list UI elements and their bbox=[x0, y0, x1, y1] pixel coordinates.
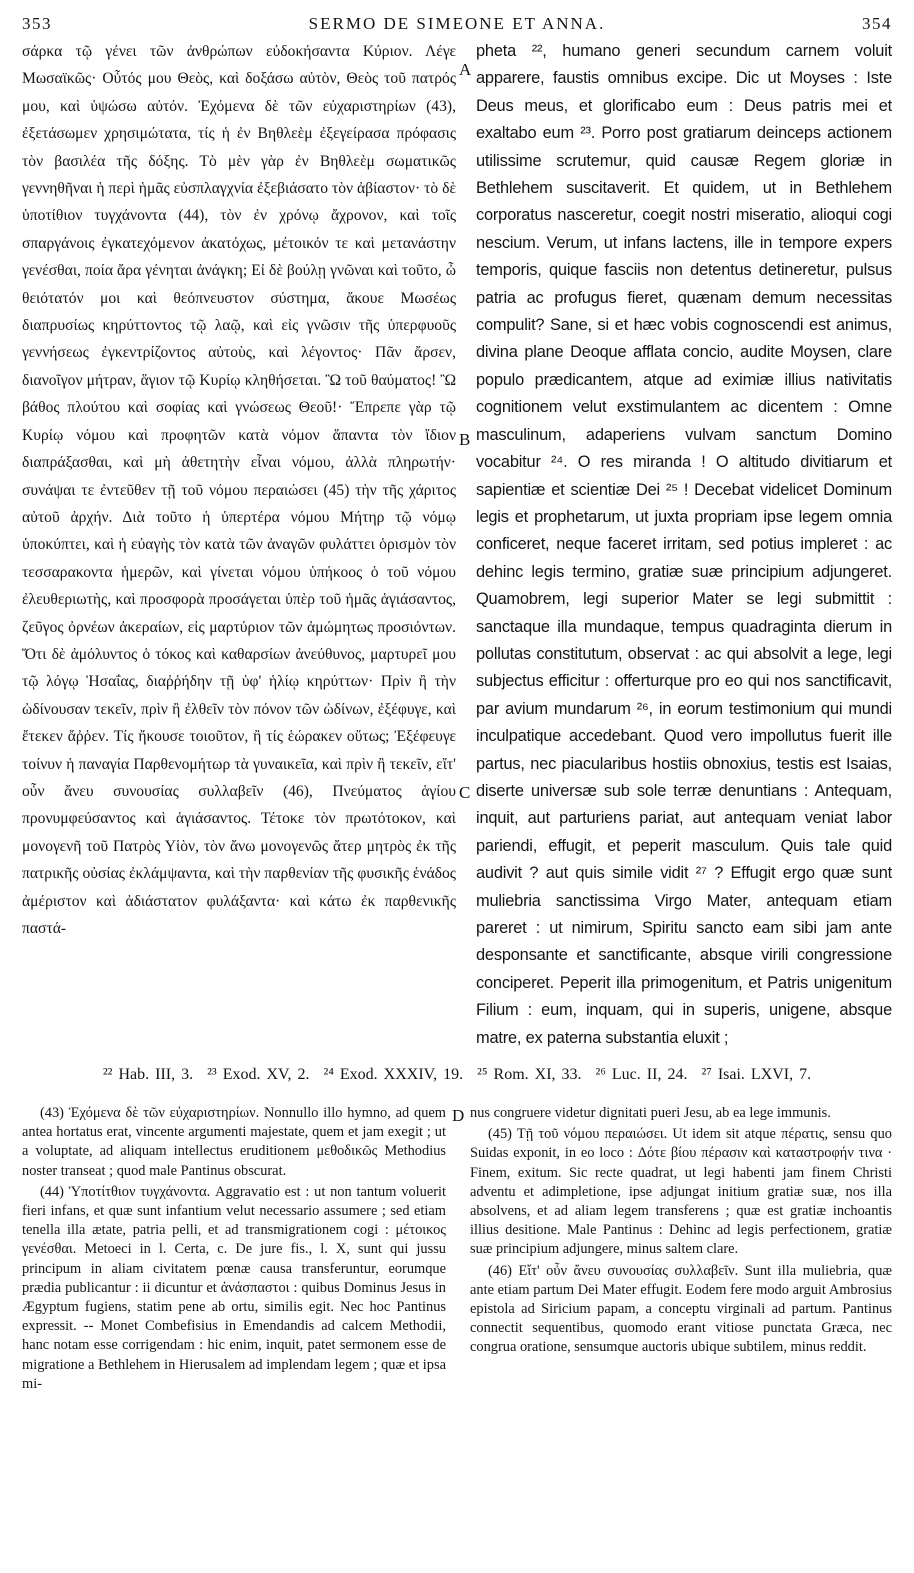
greek-paragraph: σάρκα τῷ γένει τῶν ἀνθρώπων εὐδοκήσαντα Κύριον. Λέγε Μωσαϊκῶς· Οὗτός μου Θεὸς, καὶ δοξάσω αὐτὸν, Θεὸς τοῦ πατρός μου, καὶ ὑψώσω αὐτόν. Ἐχόμενα δὲ τῶν εὐχαριστηρίων (43), ἐξετάσωμεν χρησιμώτατα, τίς ἡ ἐν Βηθλεὲμ ἐξεγείρασα πρόφασις τὸν βασιλέα τῆς δόξης. Τὸ μὲν γὰρ ἐν Βηθλεὲμ σωματικῶς γεννηθῆναι ἡ περὶ ἡμᾶς εὐσπλαγχνία ἐξεβιάσατο τὸν ἀβίαστον· τὸ δὲ ὑποτίθιον τυγχάνοντα (44), τὸν ἐν χρόνῳ ἄχρονον, καὶ τοῖς σπαργάνοις ἐγκατεχόμενον ἀκατόχως, μέτοικόν τε καὶ μετανάστην γενέσθαι, ποία ἄρα γένηται ἀνάγκη; Εἰ δὲ βούλῃ γνῶναι καὶ τοῦτο, ὦ θειότατόν μοι καὶ θεόπνευστον σύστημα, ἄκουε Μωσέως διαπρυσίως κηρύττοντος τῷ λαῷ, καὶ εἰς γνῶσιν τῆς ὑπερφυοῦς γεννήσεως ἐγκεντρίζοντος αὐτοὺς, καὶ λέγοντος· Πᾶν ἄρσεν, διανοῖγον μήτραν, ἅγιον τῷ Κυρίῳ κληθήσεται. Ὢ τοῦ θαύματος! Ὢ βάθος πλούτου καὶ σοφίας καὶ γνώσεως Θεοῦ!· Ἔπρεπε γὰρ τῷ Κυρίῳ νόμου καὶ προφητῶν κατὰ νόμον ἅπαντα τὸν ἴδιον διαπράξασθαι, καὶ μὴ ἀθετητὴν εἶναι νόμου, ἀλλὰ πληρωτήν· συνάψαι τε ἐντεῦθεν τῇ τοῦ νόμου περαιώσει (45) τὴν τῆς χάριτος αὐτοῦ ἀρχήν. Διὰ τοῦτο ἡ ὑπερτέρα νόμου Μήτηρ τῷ νόμῳ ὑποκύπτει, καὶ ἡ εὐαγὴς τὸν κατὰ τῶν ἀναγῶν φυλάττει ὁρισμὸν τὸν τεσσαρακοντα ἡμερῶν, καὶ γίνεται νόμου ὑπήκοος ὁ τοῦ νόμου ἐλευθεριωτὴς, καὶ προσφορὰ προσάγεται ὑπὲρ τοῦ ἡμᾶς ἁγιάσαντος, ζεῦγος ὀρνέων ἀκεραίων, εἰς μαρτύριον τῶν ἀμώμητως προσιόντων. Ὅτι δὲ ἀμόλυντος ὁ τόκος καὶ καθαρσίων ἀνεύθυνος, μαρτυρεῖ μου τῷ λόγῳ Ἡσαΐας, διαῤῥήδην τῇ ὑφ' ἡλίῳ κηρύττων· Πρὶν ἢ τὴν ὠδίνουσαν τεκεῖν, πρὶν ἢ ἐλθεῖν τὸν πόνον τῶν ὠδίνων, ἐξέφυγε, καὶ ἔτεκεν ἄῤῥεν. Τίς ἤκουσε τοιοῦτον, ἢ τίς ἑώρακεν οὕτως; Ἐξέφευγε τοίνυν ἡ παναγία Παρθενομήτωρ τὰ γυναικεῖα, καὶ πρὶν ἢ τεκεῖν, εἴτ' οὖν ἄνευ συνουσίας συλλαβεῖν (46), Πνεύματος ἁγίου προνυμφεύσαντος καὶ ἁγιάσαντος. Τέτοκε τὸν πρωτότοκον, καὶ μονογενῆ τοῦ Πατρὸς Υἱὸν, τὸν ἄνω μονογενῶς ἄτερ μητρὸς ἐκ τῆς πατρικῆς οὐσίας ἐκλάμψαντα, καὶ τὴν παρθενίαν τῆς φυσικῆς ἑνάδος ἀμέριστον καὶ ἀδιάστατον φυλάξαντα· καὶ κάτω ἐκ παρθενικῆς παστά- bbox=[22, 43, 456, 937]
margin-letter-b: B bbox=[459, 430, 471, 449]
footnotes-left-column bbox=[22, 1104, 446, 1396]
footnote-45: (45) Τῇ τοῦ νόμου περαιώσει. Ut idem sit atque πέρατις, sensu quo Suidas exponit, in eo loco : Δότε βίου πέρασιν καὶ καταστροφήν τινα · Finem, exitum. Sic recte quadrat, ut legi habenti jam finem Christi adventu et adimpletione, ipse adjungat initium gratiæ suæ, nos illa absolvens, et ad aliam legem transferens ; quæ est gratiæ inchoantis illius desitione. Male Pantinus : Dehinc ad legis perfectionem, gratiæ suæ principium adjungere, minus saltem clare. bbox=[470, 1126, 892, 1258]
scripture-ref: ²⁴ Exod. XXXIV, 19. bbox=[323, 1066, 464, 1084]
margin-letter-c: C bbox=[459, 783, 471, 802]
scripture-ref: ²³ Exod. XV, 2. bbox=[207, 1066, 310, 1084]
footnotes-right-column bbox=[470, 1104, 892, 1360]
scripture-ref: ²⁷ Isai. LXVI, 7. bbox=[701, 1066, 812, 1084]
margin-letter-a: A bbox=[459, 60, 472, 79]
scripture-ref: ²⁵ Rom. XI, 33. bbox=[477, 1066, 582, 1084]
margin-letters bbox=[456, 38, 476, 802]
footnote-44: (44) Ὑποτίτθιον τυγχάνοντα. Aggravatio est : ut non tantum voluerit fieri infans, et quæ sunt infantium velut necessario assumere ; sed etiam tenella illa ætate, patria pelli, et ad transmigrationem cogi : μέτοικος γενέσθαι. Metoeci in l. Certa, c. De jure fis., l. X, sunt qui jussu principum in aliam civitatem pœnæ causa transferuntur, eorumque prædia publicantur : ii dicuntur et ἀνάσπαστοι : quibus Dominus Jesus in Ægyptum fugiens, statim pene ab ortu, similis egit. Nec hoc Pantinus expressit. -- Monet Combefisius in Emendandis ad calcem Methodii, hanc notam esse corrigendam : hic enim, inquit, patet sermonem esse de migratione a Bethlehem in Hierusalem ad implendam legem ; quæ et ipsa mi- bbox=[22, 1183, 446, 1392]
scripture-ref: ²² Hab. III, 3. bbox=[102, 1066, 194, 1084]
main-columns bbox=[22, 38, 892, 1052]
footnote-43: (43) Ἐχόμενα δὲ τῶν εὐχαριστηρίων. Nonnullo illo hymno, ad quem antea hortatus erat, vincente argumenti majestate, quem et jam exegit ; ut a voluptate, ad aliquam intellectus eruditionem μεθοδικῶς Methodius noster transeat ; quod male Pantinus obscurat. bbox=[22, 1105, 446, 1179]
footnote-continuation: nus congruere videtur dignitati pueri Jesu, ab ea lege immunis. bbox=[470, 1105, 831, 1122]
latin-paragraph: pheta ²², humano generi secundum carnem voluit apparere, faustis omnibus excipe. Dic ut Moyses : Iste Deus meus, et glorificabo eum : Deus patris mei et exaltabo eum ²³. Porro post gratiarum deinceps actionem utilissime scrutemur, quid causæ Regem gloriæ in Bethlehem suscitaverit. Et quidem, ut in Bethlehem corporatus nasceretur, coegit nostri miseratio, alioqui cogi nescium. Verum, ut infans lactens, ille in tempore expers temporis, quique fasciis non detentus detineretur, pulsus patria ac profugus fieret, quænam demum necessitas compulit? Sane, si et hæc vobis cognoscendi est animus, divina plane Deoque afflata concio, audite Moysen, clare populo prædicantem, atque ad eximiæ illius nativitatis cognitionem velut exstimulantem ac dicentem : Omne masculinum, adaperiens vulvam sanctum Domino vocabitur ²⁴. O res miranda ! O altitudo divitiarum et sapientiæ et scientiæ Dei ²⁵ ! Decebat videlicet Dominum legis et prophetarum, ut juxta propriam ipse legem omnia conficeret, neque faceret irritam, sed potius impleret : ac dehinc legis termino, gratiæ suæ principium adjungeret. Quamobrem, legi superior Mater se legi submittit : sanctaque illa mundaque, tempus quadraginta dierum in pollutas constitutum, observat : ac qui absolvit a lege, legi subjectus efficitur : offerturque pro eo qui nos sanctificavit, par avium mundarum ²⁶, in eorum testimonium qui mundi inculpatique accedebant. Quod vero impollutus fuerit ille partus, nec piacularibus hostiis obnoxius, testis est Isaias, diserte universæ sub sole terræ denuntians : Antequam, inquit, aut parturiens pariat, aut antequam veniat labor pariendi, effugit, et peperit masculum. Quis tale quid audivit ? aut quis simile vidit ²⁷ ? Effugit ergo quæ sunt muliebria sanctissima Virgo Mater, antequam etiam pareret : ut nimirum, Spiritu sancto eam sibi jam ante desponsante et sanctificante, absque virili congressione conciperet. Peperit illa primogenitum, et Patris unigenitum Filium : eum, inquam, qui in superis, unigene, absque matre, ex paterna substantia eluxit ; bbox=[476, 42, 892, 1047]
latin-text-column bbox=[476, 38, 892, 1052]
footnotes bbox=[22, 1104, 892, 1396]
running-title: SERMO DE SIMEONE ET ANNA. bbox=[308, 14, 606, 33]
scripture-references bbox=[22, 1066, 892, 1096]
page-number-right: 354 bbox=[861, 14, 892, 33]
margin-letter-d: D bbox=[452, 1106, 465, 1126]
footnote-46: (46) Εἴτ' οὖν ἄνευ συνουσίας συλλαβεῖν. Sunt illa muliebria, quæ ante etiam partum Dei Mater effugit. Eodem fere modo arguit Ambrosius epistola ad Siricium papam, a conceptu virginali ad partum. Pantinus connectit sequentibus, quomodo erant vitiose punctata Græca, nec congrua oratione, sensumque auctoris ubique subtilem, minus reddit. bbox=[470, 1262, 892, 1356]
greek-text-column bbox=[22, 38, 456, 942]
running-header bbox=[22, 14, 892, 34]
page-number-left: 353 bbox=[22, 14, 52, 33]
scripture-ref: ²⁶ Luc. II, 24. bbox=[595, 1066, 688, 1084]
